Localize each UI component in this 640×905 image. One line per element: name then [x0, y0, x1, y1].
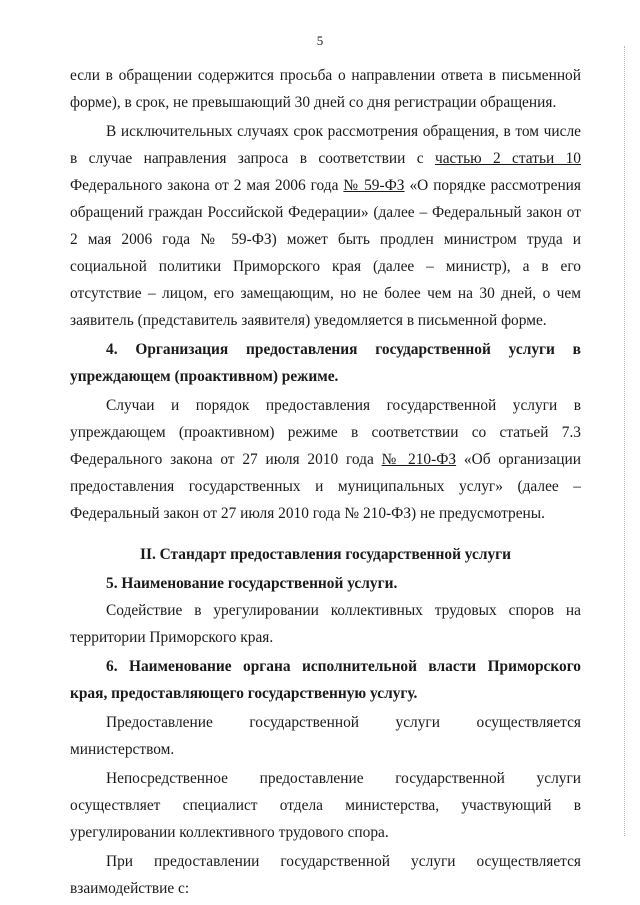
paragraph-ministry: Предоставление государственной услуги осуществляется министерством. — [70, 714, 581, 758]
link-part-2-article-10[interactable]: частью 2 статьи 10 — [434, 150, 581, 167]
scan-margin-line — [624, 46, 625, 836]
document-body — [70, 62, 581, 902]
paragraph-specialist: Непосредственное предоставление государственной услуги осуществляет специалист отдела министерства, участвующий в урегулировании коллективного трудового спора. — [70, 770, 581, 841]
page-number: 5 — [316, 33, 324, 48]
heading-section-4: 4. Организация предоставления государственной услуги в упреждающем (проактивном) режиме. — [70, 341, 581, 385]
link-law-59-fz[interactable]: № 59-ФЗ — [343, 177, 405, 194]
paragraph-proactive-mode: Случаи и порядок предоставления государственной услуги в упреждающем (проактивном) режиме в соответствии со статьей 7.3 Федерального закона от 27 июля 2010 года № 210-ФЗ «Об организации предоставления государственных и муниципальных услуг» (далее – Федеральный закон от 27 июля 2010 года № 210-ФЗ) не предусмотрены. — [70, 397, 581, 522]
heading-section-5: 5. Наименование государственной услуги. — [106, 575, 398, 592]
section-title-standard: II. Стандарт предоставления государственной услуги — [139, 546, 512, 563]
link-law-210-fz[interactable]: № 210-ФЗ — [381, 451, 457, 468]
paragraph-service-name: Содействие в урегулировании коллективных трудовых споров на территории Приморского края. — [70, 602, 581, 646]
heading-section-6: 6. Наименование органа исполнительной власти Приморского края, предоставляющего государственную услугу. — [70, 658, 581, 702]
paragraph-extension: В исключительных случаях срок рассмотрения обращения, в том числе в случае направления запроса в соответствии с частью 2 статьи 10 Федерального закона от 2 мая 2006 года № 59-ФЗ «О порядке рассмотрения обращений граждан Российской Федерации» (далее – Федеральный закон от 2 мая 2006 года № 59-ФЗ) может быть продлен министром труда и социальной политики Приморского края (далее – министр), а в его отсутствие – лицом, его замещающим, но не более чем на 30 дней, о чем заявитель (представитель заявителя) уведомляется в письменной форме. — [70, 123, 582, 329]
paragraph-interaction: При предоставлении государственной услуги осуществляется взаимодействие с: — [70, 853, 581, 897]
paragraph-response-deadline: если в обращении содержится просьба о направлении ответа в письменной форме), в срок, не превышающий 30 дней со дня регистрации обращения. — [70, 67, 581, 111]
